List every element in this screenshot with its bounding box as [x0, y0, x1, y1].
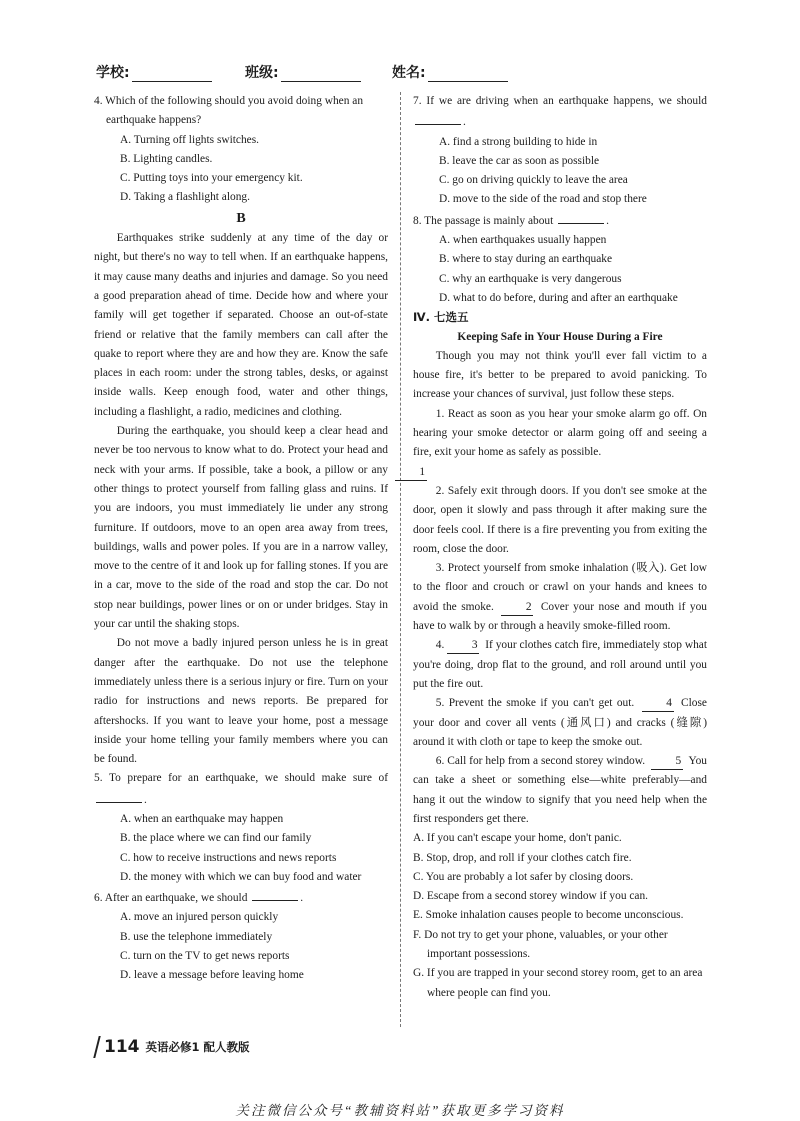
- gap-3-blank: 3: [447, 638, 479, 654]
- q7-option-a: A. find a strong building to hide in: [439, 135, 598, 148]
- part-iv-heading: Ⅳ. 七选五: [413, 310, 469, 325]
- school-blank: [132, 67, 212, 82]
- section-b-heading: B: [236, 210, 246, 226]
- class-label: 班级:: [245, 65, 279, 81]
- choice-f: F. Do not try to get your phone, valuables, or your other important possessions.: [413, 928, 668, 961]
- gap-2-blank: 2: [501, 600, 533, 616]
- q7-option-b: B. leave the car as soon as possible: [439, 154, 600, 167]
- q4-option-b: B. Lighting candles.: [120, 152, 213, 165]
- q6-option-a: A. move an injured person quickly: [120, 911, 279, 924]
- q8-option-d: D. what to do before, during and after an earthquake: [439, 291, 678, 304]
- class-field: [245, 62, 361, 82]
- q6-option-d: D. leave a message before leaving home: [120, 969, 304, 982]
- question-4-stem: 4. Which of the following should you avoid doing when an earthquake happens?: [94, 95, 364, 127]
- passage-b-paragraph-3: Do not move a badly injured person unless he is in great danger after the earthquake. Do not use the telephone immediately unless there is a serious injury or fire. Turn on your radio for instructions and news reports. Be prepared for aftershocks. If you want to leave your home, post a message inside your home telling your family members where you can be found.: [94, 637, 388, 766]
- choice-d: D. Escape from a second storey window if you can.: [413, 890, 649, 903]
- choice-e: E. Smoke inhalation causes people to become unconscious.: [413, 909, 684, 922]
- q4-option-a: A. Turning off lights switches.: [120, 133, 260, 146]
- question-7-options: [425, 133, 707, 210]
- page-number: 114: [104, 1037, 140, 1057]
- question-4-options: [106, 131, 388, 208]
- seven-choice-options: [413, 829, 707, 1003]
- q5-option-d: D. the money with which we can buy food and water: [120, 870, 362, 883]
- fire-tip-1: 1. React as soon as you hear your smoke alarm go off. On hearing your smoke detector or alarm going off and seeing a fire, exit your home as safely as possible. 1: [413, 405, 707, 482]
- question-7-stem: 7. If we are driving when an earthquake happens, we should .: [413, 95, 707, 129]
- passage-b-paragraph-2: During the earthquake, you should keep a clear head and never be too nervous to know what to do. Protect your head and neck with your arms. If possible, take a book, a pillow or any other things to protect yourself from falling glass and ruins. If you are indoors, you must immediately lie under any strong furniture. If outdoors, move to an open area away from trees, buildings, walls and power poles. If you are in a narrow valley, move to the centre of it and look up for falling stones. If you are in a car, move to the side of the road and stop the car. Do not stop near buildings, power lines or on or under bridges. Stay in your car until the shaking stops.: [94, 425, 388, 631]
- gap-4-blank: 4: [642, 696, 674, 712]
- q4-option-c: C. Putting toys into your emergency kit.: [120, 172, 303, 185]
- question-8-stem: 8. The passage is mainly about .: [413, 210, 707, 231]
- choice-a: A. If you can't escape your home, don't panic.: [413, 832, 622, 845]
- fire-tip-2: 2. Safely exit through doors. If you don't see smoke at the door, open it slowly and pass through it after making sure the door feels cool. If there is a fire preventing you from exiting the room, close the door.: [413, 484, 707, 555]
- name-field: [392, 62, 508, 82]
- q7-option-d: D. move to the side of the road and stop there: [439, 193, 647, 206]
- q6-answer-blank: [252, 887, 298, 901]
- q4-option-d: D. Taking a flashlight along.: [120, 191, 250, 204]
- gap-1-blank: 1: [395, 465, 427, 481]
- student-info-header: [0, 62, 800, 86]
- left-column: [94, 92, 388, 986]
- q6-option-b: B. use the telephone immediately: [120, 930, 273, 943]
- page-footer: [96, 1036, 250, 1058]
- q5-option-b: B. the place where we can find our family: [120, 832, 312, 845]
- choice-g: G. If you are trapped in your second storey room, get to an area where people can find you.: [413, 967, 703, 999]
- question-6-options: [106, 908, 388, 985]
- passage-b-paragraph-1: Earthquakes strike suddenly at any time of the day or night, but there's no way to tell when. If an earthquake happens, it may cause many deaths and injuries and damage. So you need a good preparation ahead of time. Decide how and where your family will get together if separated. Choose an out-of-state friend or relative that the family members can call after the quake to report where they are and how they are. Know the safe places in each room: under the strong tables, desks, or against inside walls. Keep enough food, water and other things, including a flashlight, a radio, medicines and clothing.: [94, 232, 388, 418]
- gap-5-blank: 5: [651, 754, 683, 770]
- question-5-options: [106, 810, 388, 887]
- q7-answer-blank: [415, 111, 461, 125]
- fire-tip-5: 5. Prevent the smoke if you can't get out. 4 Close your door and cover all vents (通风口) and cracks (缝隙) around it with cloth or tape to keep the smoke out.: [413, 697, 707, 748]
- choice-b: B. Stop, drop, and roll if your clothes catch fire.: [413, 851, 632, 864]
- q5-option-a: A. when an earthquake may happen: [120, 812, 284, 825]
- fire-tip-6: 6. Call for help from a second storey window. 5 You can take a sheet or something else—white preferably—and hang it out the window to signify that you need help when the first responders get there.: [413, 755, 707, 825]
- q8-option-c: C. why an earthquake is very dangerous: [439, 272, 622, 285]
- q7-option-c: C. go on driving quickly to leave the area: [439, 174, 628, 187]
- book-title: 英语必修1 配人教版: [145, 1040, 250, 1054]
- q6-option-c: C. turn on the TV to get news reports: [120, 950, 290, 963]
- q8-option-a: A. when earthquakes usually happen: [439, 234, 607, 247]
- school-label: 学校:: [96, 65, 130, 81]
- fire-passage-title: Keeping Safe in Your House During a Fire: [457, 330, 663, 343]
- question-5-stem: 5. To prepare for an earthquake, we should make sure of .: [94, 772, 388, 806]
- promo-watermark-text: 关注微信公众号“教辅资料站”获取更多学习资料: [235, 1103, 565, 1118]
- q8-option-b: B. where to stay during an earthquake: [439, 253, 613, 266]
- fire-tip-3: 3. Protect yourself from smoke inhalation (吸入). Get low to the floor and crouch or crawl on your hands and knees to avoid the smoke. 2 Cover your nose and mouth if you have to walk by or through a heavily smoke-filled room.: [413, 562, 707, 633]
- class-blank: [281, 67, 361, 82]
- question-6-stem: 6. After an earthquake, we should .: [94, 887, 388, 908]
- name-blank: [428, 67, 508, 82]
- q5-answer-blank: [96, 789, 142, 803]
- school-field: [96, 62, 212, 82]
- fire-tip-4: 4. 3 If your clothes catch fire, immediately stop what you're doing, drop flat to the ground, and roll around until you put the fire out.: [413, 639, 707, 690]
- fire-passage-intro: Though you may not think you'll ever fall victim to a house fire, it's better to be prepared to avoid panicking. To increase your chances of survival, just follow these steps.: [413, 349, 707, 401]
- question-8-options: [425, 231, 707, 308]
- q8-answer-blank: [558, 210, 604, 224]
- q5-option-c: C. how to receive instructions and news reports: [120, 851, 337, 864]
- column-divider: [400, 92, 401, 1027]
- right-column: [413, 92, 707, 1003]
- name-label: 姓名:: [392, 65, 426, 81]
- page-slash-mark: [93, 1036, 100, 1058]
- choice-c: C. You are probably a lot safer by closing doors.: [413, 870, 634, 883]
